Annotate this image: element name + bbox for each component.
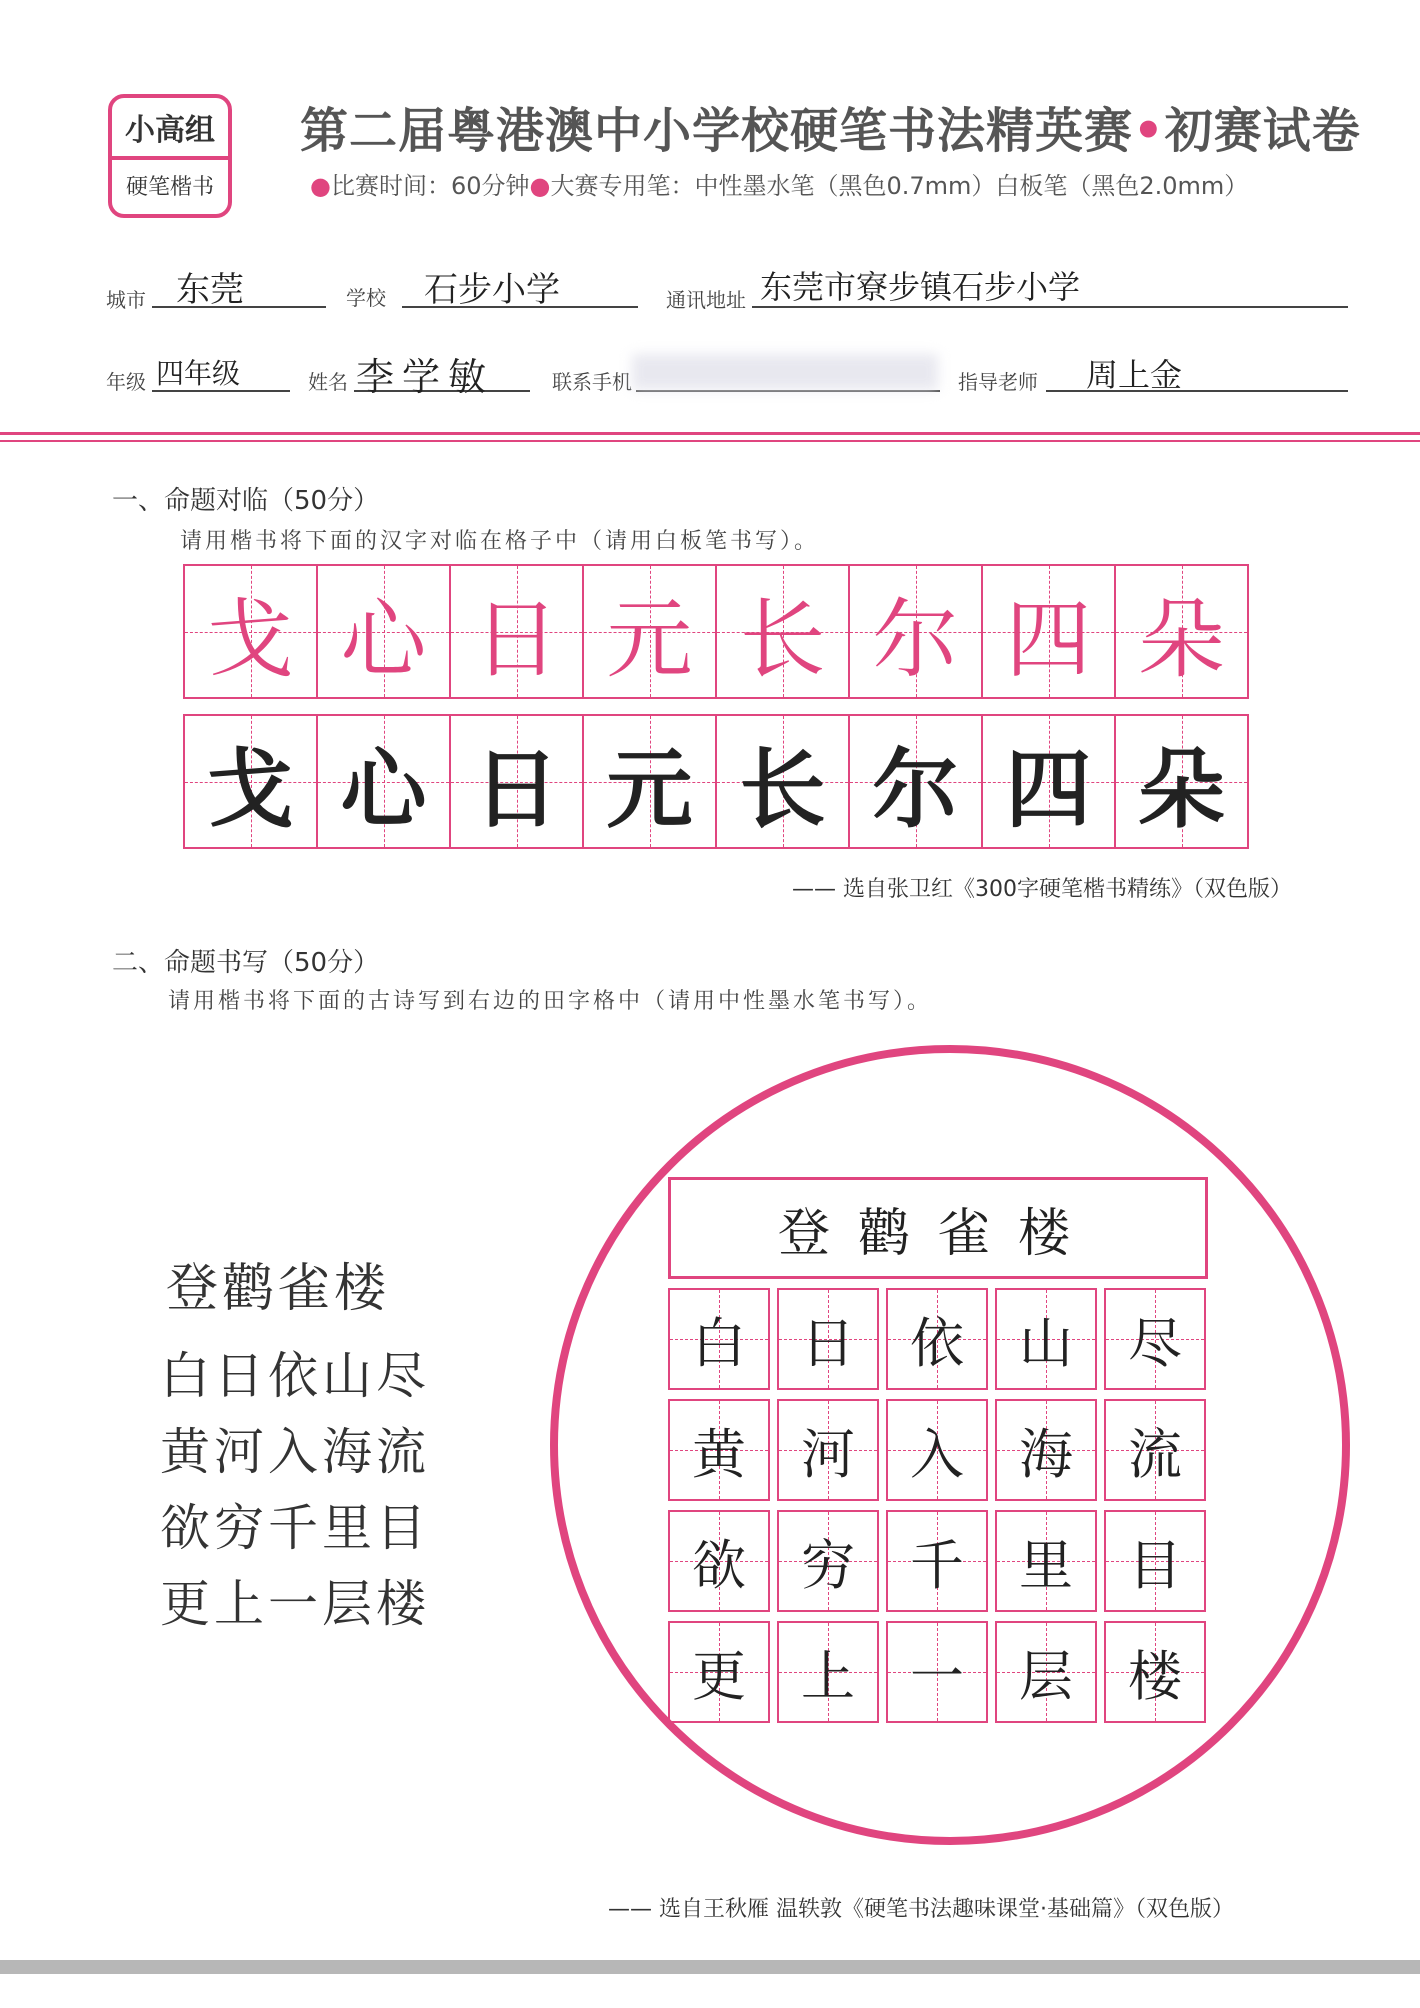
poem-line: 更上一层楼	[160, 1575, 430, 1633]
phone-label: 联系手机	[552, 370, 632, 394]
written-title: 登鹳雀楼	[777, 1203, 1098, 1264]
copy-cell[interactable]: 四	[981, 714, 1116, 849]
subtitle-pens: 大赛专用笔：中性墨水笔（黑色0.7mm）白板笔（黑色2.0mm）	[550, 172, 1249, 200]
model-cell: 朵	[1114, 564, 1249, 699]
grid-cell[interactable]: 一	[886, 1621, 988, 1723]
phone-redacted[interactable]	[632, 354, 938, 390]
badge-category-label: 硬笔楷书	[125, 174, 214, 200]
grid-cell[interactable]: 山	[995, 1288, 1097, 1390]
subtitle-time: 比赛时间：60分钟	[330, 172, 530, 200]
bullet-icon: ●	[529, 172, 551, 200]
grid-cell[interactable]: 里	[995, 1510, 1097, 1612]
poem-line: 黄河入海流	[160, 1423, 430, 1481]
section1-instruction: 请用楷书将下面的汉字对临在格子中（请用白板笔书写）。	[180, 529, 820, 554]
grid-cell[interactable]: 白	[668, 1288, 770, 1390]
grade-label: 年级	[106, 370, 146, 394]
teacher-label: 指导老师	[958, 370, 1038, 394]
grid-row	[668, 1621, 1213, 1723]
school-label: 学校	[346, 286, 386, 310]
title-dot: •	[1133, 103, 1165, 159]
grid-cell[interactable]: 更	[668, 1621, 770, 1723]
grid-cell[interactable]: 目	[1104, 1510, 1206, 1612]
header-divider	[0, 432, 1420, 435]
header-divider-thin	[0, 440, 1420, 442]
poem-line: 白日依山尽	[160, 1347, 430, 1405]
city-value[interactable]: 东莞	[176, 270, 244, 310]
grid-row	[668, 1510, 1213, 1612]
grid-cell[interactable]: 上	[777, 1621, 879, 1723]
grade-value[interactable]: 四年级	[156, 357, 241, 390]
section2-instruction: 请用楷书将下面的古诗写到右边的田字格中（请用中性墨水笔书写）。	[168, 989, 933, 1014]
city-label: 城市	[106, 288, 146, 312]
copy-cell[interactable]: 戈	[183, 714, 318, 849]
title-tail: 初赛试卷	[1164, 103, 1361, 159]
grid-cell[interactable]: 楼	[1104, 1621, 1206, 1723]
grid-cell[interactable]: 欲	[668, 1510, 770, 1612]
copy-cell[interactable]: 元	[582, 714, 717, 849]
model-cell: 心	[316, 564, 451, 699]
section1-heading: 一、命题对临（50分）	[112, 486, 380, 516]
copy-char-row	[183, 714, 1249, 849]
grid-cell[interactable]: 日	[777, 1288, 879, 1390]
copy-cell[interactable]: 心	[316, 714, 451, 849]
grid-row	[668, 1399, 1213, 1501]
model-cell: 戈	[183, 564, 318, 699]
title-main: 第二届粤港澳中小学校硬笔书法精英赛	[300, 103, 1134, 159]
copy-cell[interactable]: 日	[449, 714, 584, 849]
copy-cell[interactable]: 长	[715, 714, 850, 849]
model-cell: 日	[449, 564, 584, 699]
teacher-value[interactable]: 周上金	[1086, 356, 1183, 394]
page-title	[300, 92, 1360, 161]
section1-source: —— 选自张卫红《300字硬笔楷书精练》（双色版）	[792, 877, 1292, 902]
grid-cell[interactable]: 河	[777, 1399, 879, 1501]
grid-cell[interactable]: 层	[995, 1621, 1097, 1723]
bullet-icon: ●	[310, 172, 331, 200]
poem-title: 登鹳雀楼	[166, 1259, 391, 1319]
grid-cell[interactable]: 黄	[668, 1399, 770, 1501]
address-value[interactable]: 东莞市寮步镇石步小学	[760, 268, 1081, 306]
model-char-row	[183, 564, 1249, 699]
grid-cell[interactable]: 穷	[777, 1510, 879, 1612]
written-title-box[interactable]	[668, 1177, 1208, 1279]
address-label: 通讯地址	[666, 288, 746, 312]
name-label: 姓名	[308, 370, 348, 394]
group-badge	[108, 94, 232, 218]
grid-row	[668, 1288, 1213, 1390]
school-value[interactable]: 石步小学	[424, 270, 560, 310]
scan-edge-bar	[0, 1960, 1420, 1974]
model-cell: 元	[582, 564, 717, 699]
model-cell: 四	[981, 564, 1116, 699]
exam-subtitle	[310, 166, 1248, 201]
copy-cell[interactable]: 朵	[1114, 714, 1249, 849]
poem-line: 欲穷千里目	[160, 1499, 430, 1557]
model-cell: 尔	[848, 564, 983, 699]
phone-underline	[636, 390, 940, 392]
model-cell: 长	[715, 564, 850, 699]
grid-cell[interactable]: 千	[886, 1510, 988, 1612]
name-value[interactable]: 李学敏	[356, 355, 495, 399]
poem-writing-grid	[668, 1288, 1213, 1732]
section2-heading: 二、命题书写（50分）	[112, 948, 380, 978]
grid-cell[interactable]: 尽	[1104, 1288, 1206, 1390]
grid-cell[interactable]: 海	[995, 1399, 1097, 1501]
badge-group-label: 小高组	[112, 98, 228, 160]
grid-cell[interactable]: 流	[1104, 1399, 1206, 1501]
section2-source: —— 选自王秋雁 温轶敦《硬笔书法趣味课堂·基础篇》（双色版）	[608, 1897, 1234, 1922]
copy-cell[interactable]: 尔	[848, 714, 983, 849]
grid-cell[interactable]: 依	[886, 1288, 988, 1390]
grid-cell[interactable]: 入	[886, 1399, 988, 1501]
